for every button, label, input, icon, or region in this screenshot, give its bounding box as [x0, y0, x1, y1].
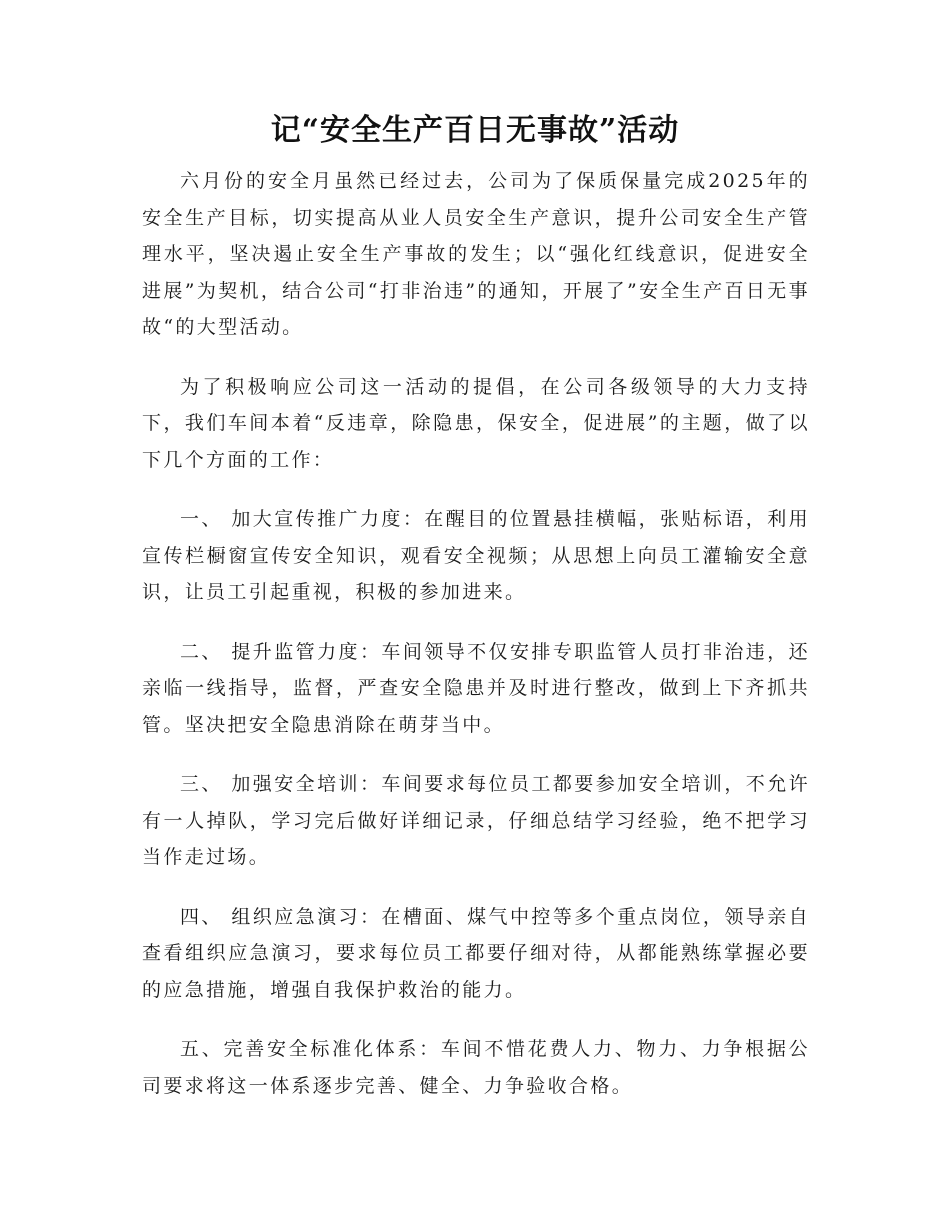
paragraph-item-2: 二、 提升监管力度：车间领导不仅安排专职监管人员打非治违，还亲临一线指导，监督，严查安全隐患并及时进行整改，做到上下齐抓共管。坚决把安全隐患消除在萌芽当中。 [142, 640, 810, 736]
paragraph-item-3: 三、 加强安全培训：车间要求每位员工都要参加安全培训，不允许有一人掉队，学习完后做好详细记录，仔细总结学习经验，绝不把学习当作走过场。 [142, 773, 810, 868]
paragraph-item-1: 一、 加大宣传推广力度：在醒目的位置悬挂横幅，张贴标语，利用宣传栏橱窗宣传安全知识，观看安全视频；从思想上向员工灌输安全意识，让员工引起重视，积极的参加进来。 [142, 508, 810, 603]
paragraph-response: 为了积极响应公司这一活动的提倡，在公司各级领导的大力支持下，我们车间本着“反违章，除隐患，保安全，促进展”的主题，做了以下几个方面的工作： [142, 375, 810, 471]
paragraph-item-4: 四、 组织应急演习：在槽面、煤气中控等多个重点岗位，领导亲自查看组织应急演习，要求每位员工都要仔细对待，从都能熟练掌握必要的应急措施，增强自我保护救治的能力。 [142, 905, 810, 1001]
paragraph-item-5: 五、完善安全标准化体系：车间不惜花费人力、物力、力争根据公司要求将这一体系逐步完善、健全、力争验收合格。 [142, 1038, 810, 1097]
document-body [142, 163, 810, 1127]
document-title: 记“安全生产百日无事故”活动 [270, 113, 680, 148]
paragraph-intro: 六月份的安全月虽然已经过去，公司为了保质保量完成2025年的安全生产目标，切实提高从业人员安全生产意识，提升公司安全生产管理水平，坚决遏止安全生产事故的发生；以“强化红线意识，促进安全进展”为契机，结合公司“打非治违”的通知，开展了”安全生产百日无事故“的大型活动。 [142, 170, 810, 338]
